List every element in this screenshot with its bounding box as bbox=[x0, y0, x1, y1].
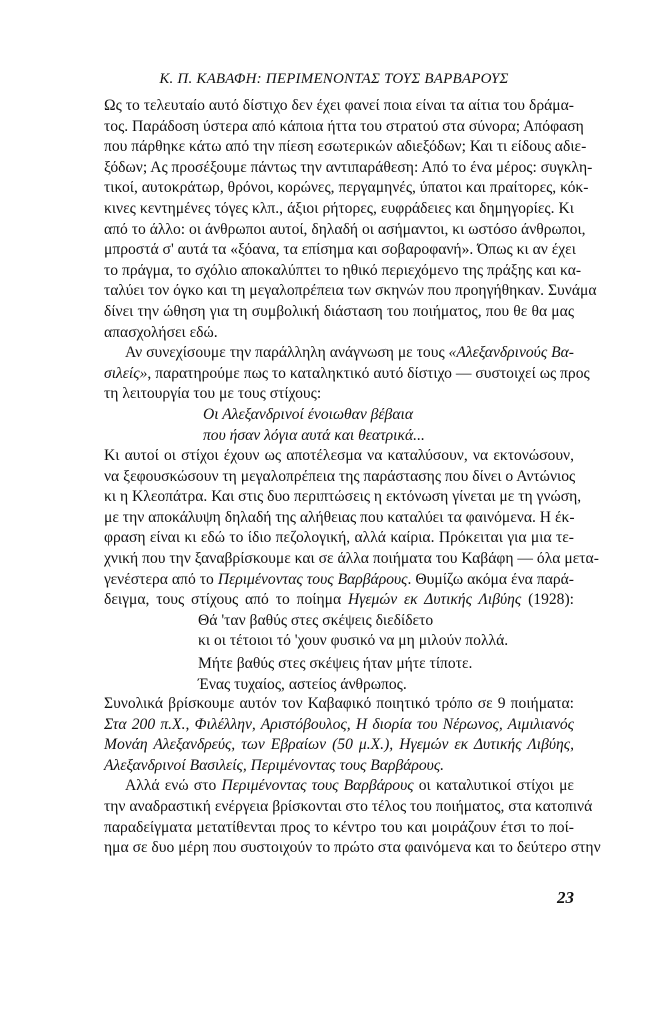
verse-line: Θά 'ταν βαθύς στες σκέψεις διεδίδετο bbox=[198, 611, 434, 629]
text-line: με την αποκάλυψη δηλαδή της αλήθειας που καταλύει τα φαινόμενα. Η έκ- bbox=[104, 508, 575, 526]
text-line bbox=[104, 570, 574, 591]
text-line: Συνολικά βρίσκουμε αυτόν τον Καβαφικό ποιητικό τρόπο σε 9 ποιήματα: bbox=[104, 695, 574, 713]
text-run: Αν συνεχίσουμε την παράλληλη ανάγνωση με τους bbox=[125, 344, 449, 362]
text-line: Κι αυτοί οι στίχοι έχουν ως αποτέλεσμα να καταλύσουν, να εκτονώσουν, bbox=[104, 447, 574, 465]
verse-line: Μήτε βαθύς στες σκέψεις ήταν μήτε τίποτε. bbox=[198, 655, 473, 673]
text-line bbox=[104, 590, 574, 611]
text-line bbox=[104, 364, 590, 385]
poem-title: Περιμένοντας τους Βαρβάρους bbox=[217, 570, 408, 588]
text-line: τος. Παράδοση ύστερα από κάποια ήττα του στρατού στα σύνορα; Απόφαση bbox=[104, 117, 584, 135]
text-line: τικοί, αυτοκράτωρ, θρόνοι, κορώνες, περγαμηνές, ύπατοι και πραίτορες, κόκ- bbox=[104, 179, 589, 197]
paragraph-3 bbox=[104, 446, 599, 611]
text-line: να ξεφουσκώσουν τη μεγαλοπρέπεια της παράστασης που δίνει ο Αντώνιος bbox=[104, 467, 576, 485]
text-run: οι καταλυτικοί στίχοι με bbox=[413, 777, 574, 795]
verse-line: κι οι τέτοιοι τό 'χουν φυσικό να μη μιλούν πολλά. bbox=[198, 632, 509, 650]
verse-line: Οι Αλεξανδρινοί ένοιωθαν βέβαια bbox=[203, 405, 414, 423]
running-head: Κ. Π. ΚΑΒΑΦΗ: ΠΕΡΙΜΕΝΟΝΤΑΣ ΤΟΥΣ ΒΑΡΒΑΡΟΥΣ bbox=[159, 71, 509, 87]
text-line: φραση είναι κι εδώ το ίδιο πεζολογική, αλλά καίρια. Πρόκειται για μια τε- bbox=[104, 529, 574, 547]
text-line: απασχολήσει εδώ. bbox=[104, 323, 218, 341]
verse-quote-2 bbox=[104, 611, 574, 694]
text-line: από το άλλο: οι άνθρωποι αυτοί, δηλαδή οι ασήμαντοι, κι ωστόσο άνθρωποι, bbox=[104, 220, 586, 238]
text-line: που πάρθηκε κάτω από την πίεση εσωτερικών αδιεξόδων; Και τι είδους αδιε- bbox=[104, 138, 587, 156]
text-line: ξόδων; Ας προσέξουμε πάντως την αντιπαράθεση: Από το ένα μέρος: συγκλη- bbox=[104, 158, 593, 176]
paragraph-1 bbox=[104, 96, 597, 343]
poem-title: «Αλεξανδρινούς Βα- bbox=[448, 344, 574, 362]
text-line: τη λειτουργία του με τους στίχους: bbox=[104, 385, 322, 403]
text-run: , παρατηρούμε πως το καταληκτικό αυτό δίστιχο — συστοιχεί ως προς bbox=[147, 364, 590, 382]
verse-quote-1 bbox=[104, 405, 574, 446]
text-line: το πράγμα, το σχόλιο αποκαλύπτει το ηθικό περιεχόμενο της πράξης και κα- bbox=[104, 261, 582, 279]
text-line: μπροστά σ' αυτά τα «ξόανα, τα επίσημα και σοβαροφανή». Όπως κι αν έχει bbox=[104, 241, 576, 259]
text-line: χνική που την ξαναβρίσκουμε και σε άλλα ποιήματα του Καβάφη — όλα μετα- bbox=[104, 550, 599, 568]
text-line: την αναδραστική ενέργεια βρίσκονται στο τέλος του ποιήματος, στα κατοπινά bbox=[104, 798, 593, 815]
text-line: κινες κεντημένες τόγες κλπ., άξιοι ρήτορες, ευφράδειες και δημηγορίες. Κι bbox=[104, 199, 574, 217]
text-line bbox=[104, 343, 574, 364]
paragraph-2 bbox=[104, 343, 590, 405]
poem-list-line: Μονάη Αλεξανδρεύς, των Εβραίων (50 μ.Χ.), Ηγεμών εκ Δυτικής Λιβύης, bbox=[104, 736, 574, 754]
text-run: . Θυμίζω ακόμα ένα παρά- bbox=[407, 570, 575, 588]
text-line: ημα σε δυο μέρη που συστοιχούν το πρώτο στα φαινόμενα και το δεύτερο στην bbox=[104, 839, 601, 857]
text-line: Ως το τελευταίο αυτό δίστιχο δεν έχει φανεί ποια είναι τα αίτια του δράμα- bbox=[104, 97, 574, 114]
text-run: γενέστερα από το bbox=[104, 570, 218, 588]
page-number: 23 bbox=[557, 888, 574, 907]
poem-title: σιλείς» bbox=[104, 364, 148, 382]
page-body bbox=[104, 96, 601, 859]
text-run: δειγμα, τους στίχους από το ποίημα bbox=[104, 591, 348, 609]
verse-line: που ήσαν λόγια αυτά και θεατρικά... bbox=[203, 426, 425, 444]
poem-list-line: Στα 200 π.Χ., Φιλέλλην, Αριστόβουλος, Η διορία του Νέρωνος, Αιμιλιανός bbox=[104, 715, 574, 733]
paragraph-5 bbox=[104, 776, 601, 858]
poem-list-line: Αλεξανδρινοί Βασιλείς, Περιμένοντας τους Βαρβάρους. bbox=[104, 756, 445, 774]
text-line: δίνει την ώθηση για τη συμβολική διάσταση του ποιήματος, που θε θα μας bbox=[104, 302, 574, 320]
paragraph-4 bbox=[104, 694, 574, 776]
verse-line: Ένας τυχαίος, αστείος άνθρωπος. bbox=[198, 676, 407, 694]
text-line: παραδείγματα μετατίθενται προς το κέντρο του και μοιράζουν έτσι το ποί- bbox=[104, 818, 574, 836]
text-line: ταλύει τον όγκο και τη μεγαλοπρέπεια των σκηνών που προηγήθηκαν. Συνάμα bbox=[104, 282, 597, 300]
text-line bbox=[104, 776, 574, 797]
text-run: (1928): bbox=[521, 591, 574, 609]
text-line: κι η Κλεοπάτρα. Και στις δυο περιπτώσεις η εκτόνωση γίνεται με τη γνώση, bbox=[104, 488, 582, 506]
poem-title: Περιμένοντας τους Βαρβάρους bbox=[221, 777, 414, 795]
poem-title: Ηγεμών εκ Δυτικής Λιβύης bbox=[347, 591, 522, 609]
text-run: Αλλά ενώ στο bbox=[125, 777, 222, 795]
